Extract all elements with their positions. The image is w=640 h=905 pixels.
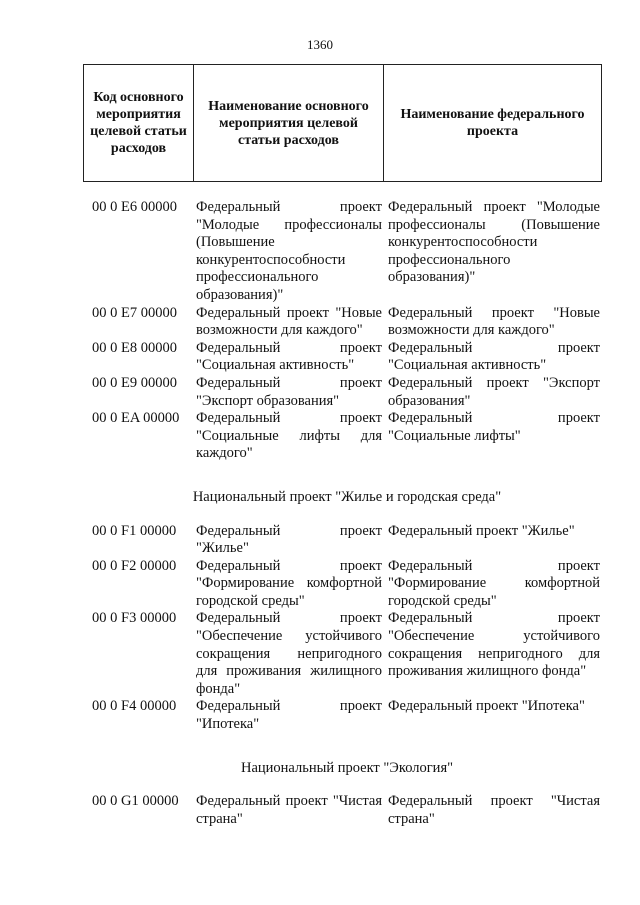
table-row — [92, 410, 602, 463]
table-row — [92, 199, 602, 305]
row-project: Федеральный проект "Обеспечение устойчивого сокращения непригодного для проживания жилищного фонда" — [388, 610, 600, 680]
row-code: 00 0 EA 00000 — [92, 410, 180, 427]
row-code: 00 0 F1 00000 — [92, 522, 177, 539]
table-row — [92, 340, 602, 375]
rows-group-g — [92, 793, 602, 828]
row-name: Федеральный проект "Экспорт образования" — [196, 374, 382, 409]
header-project-name: Наименование федерального проекта — [384, 65, 602, 182]
row-project: Федеральный проект "Чистая страна" — [388, 793, 600, 827]
table-header — [83, 64, 602, 182]
section-title-housing: Национальный проект "Жилье и городская среда" — [192, 488, 502, 505]
row-name: Федеральный проект "Молодые профессионалы (Повышение конкурентоспособности профессионального образования)" — [196, 199, 382, 303]
row-code: 00 0 E8 00000 — [92, 339, 177, 356]
page-number: 1360 — [307, 37, 333, 52]
rows-group-f — [92, 523, 602, 734]
table-row — [92, 375, 602, 410]
row-name: Федеральный проект "Формирование комфортной городской среды" — [196, 557, 382, 609]
row-code: 00 0 F3 00000 — [92, 610, 177, 627]
row-project: Федеральный проект "Социальная активность" — [388, 339, 600, 374]
table-row — [92, 610, 602, 698]
row-name: Федеральный проект "Ипотека" — [196, 698, 382, 733]
row-code: 00 0 E6 00000 — [92, 199, 177, 215]
row-name: Федеральный проект "Социальные лифты для каждого" — [196, 410, 382, 462]
row-project: Федеральный проект "Формирование комфортной городской среды" — [388, 557, 600, 609]
row-code: 00 0 F2 00000 — [92, 557, 177, 574]
table-row — [92, 305, 602, 340]
row-name: Федеральный проект "Чистая страна" — [196, 793, 382, 827]
rows-group-e — [92, 199, 602, 463]
row-name: Федеральный проект "Жилье" — [196, 522, 382, 557]
table-row — [92, 523, 602, 558]
header-code: Код основного мероприятия целевой статьи расходов — [84, 65, 194, 182]
header-activity-name: Наименование основного мероприятия целевой статьи расходов — [194, 65, 384, 182]
row-project: Федеральный проект "Новые возможности для каждого" — [388, 304, 600, 339]
row-code: 00 0 F4 00000 — [92, 698, 177, 715]
table-row — [92, 558, 602, 611]
row-project: Федеральный проект "Экспорт образования" — [388, 374, 600, 409]
row-code: 00 0 G1 00000 — [92, 793, 179, 810]
row-name: Федеральный проект "Обеспечение устойчивого сокращения непригодного для проживания жилищного фонда" — [196, 610, 382, 697]
table-row — [92, 793, 602, 828]
row-code: 00 0 E7 00000 — [92, 304, 177, 321]
table-row — [92, 698, 602, 733]
row-project: Федеральный проект "Социальные лифты" — [388, 410, 600, 444]
table-body — [92, 199, 602, 828]
row-project: Федеральный проект "Жилье" — [388, 522, 575, 539]
row-name: Федеральный проект "Новые возможности для каждого" — [196, 304, 382, 339]
row-name: Федеральный проект "Социальная активность" — [196, 339, 382, 374]
row-project: Федеральный проект "Ипотека" — [388, 698, 585, 715]
row-code: 00 0 E9 00000 — [92, 374, 177, 391]
row-project: Федеральный проект "Молодые профессионалы (Повышение конкурентоспособности профессионального образования)" — [388, 199, 600, 286]
section-title-ecology: Национальный проект "Экология" — [240, 759, 454, 776]
